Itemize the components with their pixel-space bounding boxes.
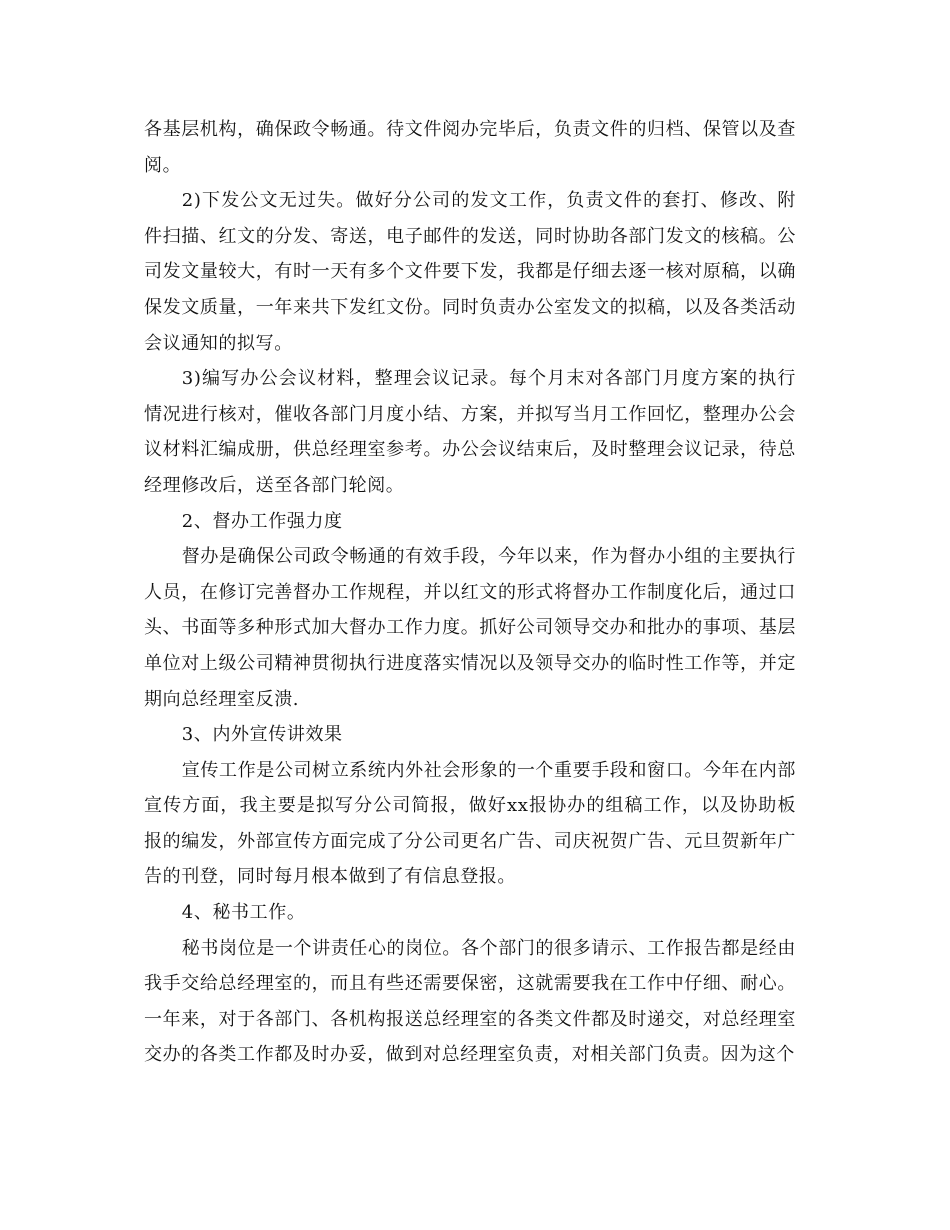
paragraph-issue-documents: 2)下发公文无过失。做好分公司的发文工作，负责文件的套打、修改、附件扫描、红文的分发、寄送，电子邮件的发送，同时协助各部门发文的核稿。公司发文量较大，有时一天有多个文件要下发，我都是仔细去逐一核对原稿，以确保发文质量，一年来共下发红文份。同时负责办公室发文的拟稿，以及各类活动会议通知的拟写。	[144, 190, 796, 354]
document-body	[144, 112, 796, 1073]
paragraph-meeting-materials: 3)编写办公会议材料，整理会议记录。每个月末对各部门月度方案的执行情况进行核对，催收各部门月度小结、方案，并拟写当月工作回忆，整理办公会议材料汇编成册，供总经理室参考。办公会议结束后，及时整理会议记录，待总经理修改后，送至各部门轮阅。	[144, 368, 796, 496]
section-heading-secretary: 4、秘书工作。	[181, 902, 306, 924]
paragraph-continuation: 各基层机构，确保政令畅通。待文件阅办完毕后，负责文件的归档、保管以及查阅。	[144, 119, 796, 176]
paragraph-publicity: 宣传工作是公司树立系统内外社会形象的一个重要手段和窗口。今年在内部宣传方面，我主要是拟写分公司简报，做好xx报协办的组稿工作，以及协助板报的编发，外部宣传方面完成了分公司更名广告、司庆祝贺广告、元旦贺新年广告的刊登，同时每月根本做到了有信息登报。	[144, 759, 796, 888]
section-heading-publicity: 3、内外宣传讲效果	[181, 724, 343, 746]
paragraph-supervision: 督办是确保公司政令畅通的有效手段，今年以来，作为督办小组的主要执行人员，在修订完善督办工作规程，并以红文的形式将督办工作制度化后，通过口头、书面等多种形式加大督办工作力度。抓好公司领导交办和批办的事项、基层单位对上级公司精神贯彻执行进度落实情况以及领导交办的临时性工作等，并定期向总经理室反溃.	[144, 546, 796, 710]
section-heading-supervision: 2、督办工作强力度	[181, 510, 343, 532]
paragraph-secretary: 秘书岗位是一个讲责任心的岗位。各个部门的很多请示、工作报告都是经由我手交给总经理室的，而且有些还需要保密，这就需要我在工作中仔细、耐心。一年来，对于各部门、各机构报送总经理室的各类文件都及时递交，对总经理室交办的各类工作都及时办妥，做到对总经理室负责，对相关部门负责。因为这个	[144, 937, 796, 1066]
